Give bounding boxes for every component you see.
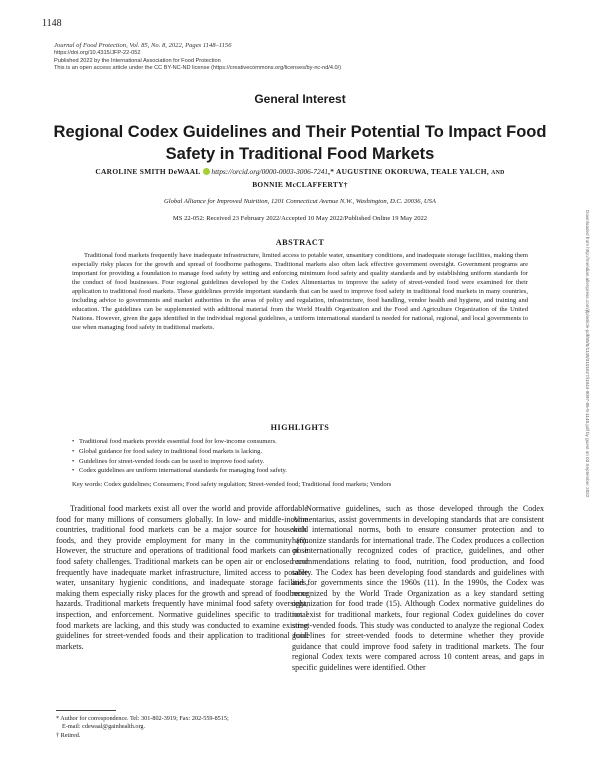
author-first-mark: ,* (328, 167, 335, 176)
page-number: 1148 (42, 18, 62, 29)
body-column-right (292, 504, 544, 674)
footnote-email[interactable]: E-mail: cdewaal@gainhealth.org. (62, 723, 146, 731)
highlight-item: • Guidelines for street-vended foods can be used to improve food safety. (72, 457, 528, 467)
article-title: Regional Codex Guidelines and Their Potential To Impact Food Safety in Traditional Food Markets (53, 123, 547, 163)
keywords: Key words: Codex guidelines; Consumers; Food safety regulation; Street-vended food; Traditional food markets; Vendors (72, 481, 392, 488)
publisher-line: Published 2022 by the International Association for Food Protection (54, 57, 221, 64)
body-paragraph: Normative guidelines, such as those developed through the Codex Alimentarius, assist governments in developing standards that are consistent with international norms, both to ensure consumer protection and to harmonize standards for international trade. The Codex produces a collection of internationally recognized codes of practice, guidelines, and other recommendations relating to food, nutrition, food production, and food safety. The Codex has been developing food standards and guidelines with and for governments since the 1960s (11). In the 1990s, the Codex was recognized by the World Trade Organization as a key standard setting organization for food trade (15). Although Codex normative guidelines do not exist for traditional markets, four regional Codex guidelines do cover street-vended foods. This study was conducted to analyze the regional Codex guidelines for street-vended foods to determine whether they provide guidance that could improve food safety in traditional markets. The four regional Codex texts were compared across 10 content areas, and gaps in specific guidelines were identified. Other (292, 504, 544, 672)
abstract-heading: ABSTRACT (275, 238, 325, 247)
footnote-divider (56, 710, 116, 711)
highlights-heading: HIGHLIGHTS (270, 423, 330, 432)
footnote-correspondence: * Author for correspondence. Tel: 301-802-3919; Fax: 202-559-8515; (56, 715, 229, 722)
author-and: AND (491, 170, 505, 176)
abstract-text: Traditional food markets frequently have inadequate infrastructure, limited access to potable water, unsanitary conditions, and inadequate storage facilities, making them especially risky places for the growth and spread of foodborne pathogens. Traditional markets also often lack effective government oversight. Government programs are important for providing a foundation to manage food safety by setting and enforcing minimum food safety and quality standards and by establishing uniform standards for the conduct of food businesses. Four regional guidelines developed by the Codex Alimentarius to improve the safety of street-vended food were examined for their application to traditional food markets. These guidelines provide important standards that can be used to improve food safety in traditional food markets in many countries, including advice to governments and market authorities in the areas of policy and regulation, infrastructure, food handling, vendor health and hygiene, and training and education. The guidelines can be supplemented with additional material from the World Health Organization and the Food and Agriculture Organization of the United Nations. However, given the gaps identified in the individual regional guidelines, a uniform international standard is needed for national, regional, and local governments to use when managing food safety in traditional markets. (72, 252, 528, 331)
author-last: BONNIE McCLAFFERTY† (252, 180, 348, 189)
download-note: Downloaded from http://meridian.allenpress.com/jfp/article-pdf/85/8/1148/3101627/i1944-9097-85-8-1148.pdf by guest on 03 September 2022 (585, 210, 590, 498)
body-paragraph: Traditional food markets exist all over the world and provide affordable food for many millions of consumers globally. In low- and middle-income countries, traditional food markets can be a major source for household foods, and they provide employment for many in the community (6). However, the structure and operations of traditional food markets can pose food safety challenges. Traditional markets can be open air or enclosed and frequently have inadequate market infrastructure, limited access to potable water, unsanitary hygienic conditions, and inadequate storage facilities, making them especially risky places for the growth and spread of foodborne hazards. Traditional markets frequently have minimal food safety oversight, inspection, and enforcement. Normative guidelines specific to traditional food markets are lacking, and this study was conducted to examine existing guidelines for street-vended foods and their application to traditional food markets. (56, 504, 308, 651)
author-first: CAROLINE SMITH DeWAAL (95, 167, 201, 176)
author-list (60, 166, 540, 190)
affiliation: Global Alliance for Improved Nutrition, 1201 Connecticut Avenue N.W., Washington, D.C. 20036, USA (164, 198, 436, 205)
section-label: General Interest (254, 92, 346, 106)
body-column-left (56, 504, 308, 652)
doi-link[interactable]: https://doi.org/10.4315/JFP-22-052 (54, 50, 141, 57)
footnotes (56, 715, 296, 740)
orcid-icon[interactable] (203, 168, 210, 175)
highlights-list (72, 437, 528, 476)
journal-header (54, 42, 474, 73)
footnote-retired: † Retired. (56, 731, 81, 739)
journal-citation: Journal of Food Protection, Vol. 85, No. 8, 2022, Pages 1148–1156 (54, 42, 232, 49)
orcid-link[interactable]: https://orcid.org/0000-0003-3006-7241 (211, 167, 329, 176)
highlight-item: • Global guidance for food safety in traditional food markets is lacking. (72, 447, 528, 457)
download-watermark (582, 210, 590, 670)
received-dates: MS 22-052: Received 23 February 2022/Accepted 10 May 2022/Published Online 19 May 2022 (172, 215, 428, 222)
highlight-item: • Codex guidelines are uniform international standards for managing food safety. (72, 466, 528, 476)
license-line: This is an open access article under the CC BY-NC-ND license (https://creativecommons.org/licenses/by-nc-nd/4.0/) (54, 65, 342, 72)
author-middle: AUGUSTINE OKORUWA, TEALE YALCH, (336, 167, 489, 176)
highlight-item: • Traditional food markets provide essential food for low-income consumers. (72, 437, 528, 447)
